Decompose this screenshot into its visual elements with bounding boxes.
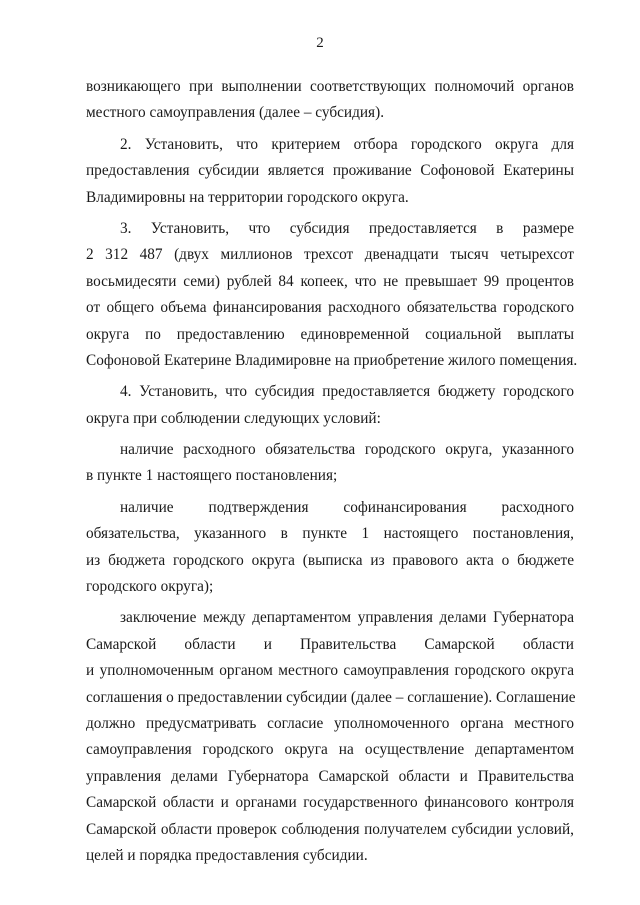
text-line: должно предусматривать согласие уполномоченного органа местного bbox=[86, 714, 574, 732]
document-body bbox=[86, 74, 578, 869]
text-line: городского округа); bbox=[86, 578, 214, 596]
text-line: 3. Установить, что субсидия предоставляется в размере bbox=[120, 219, 574, 237]
text-line: управления делами Губернатора Самарской области и Правительства bbox=[86, 767, 574, 785]
text-line: местного самоуправления (далее – субсидия). bbox=[86, 104, 385, 122]
text-line: 2 312 487 (двух миллионов трехсот двенадцати тысяч четырехсот bbox=[86, 246, 574, 264]
text-line: самоуправления городского округа на осуществление департаментом bbox=[86, 741, 574, 759]
text-line: целей и порядка предоставления субсидии. bbox=[86, 846, 368, 864]
text-line: обязательства, указанного в пункте 1 настоящего постановления, bbox=[86, 525, 574, 543]
page-number: 2 bbox=[316, 35, 324, 51]
text-line: округа при соблюдении следующих условий: bbox=[86, 409, 381, 427]
text-line: предоставления субсидии является проживание Софоновой Екатерины bbox=[86, 162, 574, 180]
text-line: и уполномоченным органом местного самоуправления городского округа bbox=[86, 662, 574, 680]
text-line: 4. Установить, что субсидия предоставляется бюджету городского bbox=[120, 383, 574, 401]
text-line: восьмидесяти семи) рублей 84 копеек, что не превышает 99 процентов bbox=[86, 272, 574, 290]
text-line: от общего объема финансирования расходного обязательства городского bbox=[86, 299, 574, 317]
text-line: округа по предоставлению единовременной социальной выплаты bbox=[86, 325, 574, 343]
text-line: в пункте 1 настоящего постановления; bbox=[86, 467, 338, 485]
text-line: 2. Установить, что критерием отбора городского округа для bbox=[120, 135, 574, 153]
text-line: из бюджета городского округа (выписка из правового акта о бюджете bbox=[86, 551, 574, 569]
text-line: Владимировны на территории городского округа. bbox=[86, 188, 409, 206]
text-line: наличие подтверждения софинансирования расходного bbox=[120, 498, 574, 516]
text-line: Софоновой Екатерине Владимировне на приобретение жилого помещения. bbox=[86, 351, 578, 369]
text-line: заключение между департаментом управления делами Губернатора bbox=[120, 609, 574, 627]
text-line: соглашения о предоставлении субсидии (далее – соглашение). Соглашение bbox=[86, 688, 576, 706]
text-line: Самарской области и Правительства Самарской области bbox=[86, 635, 574, 653]
text-line: Самарской области проверок соблюдения получателем субсидии условий, bbox=[86, 820, 574, 838]
text-line: наличие расходного обязательства городского округа, указанного bbox=[120, 441, 574, 459]
text-line: Самарской области и органами государственного финансового контроля bbox=[86, 794, 574, 812]
text-line: возникающего при выполнении соответствующих полномочий органов bbox=[86, 78, 574, 95]
